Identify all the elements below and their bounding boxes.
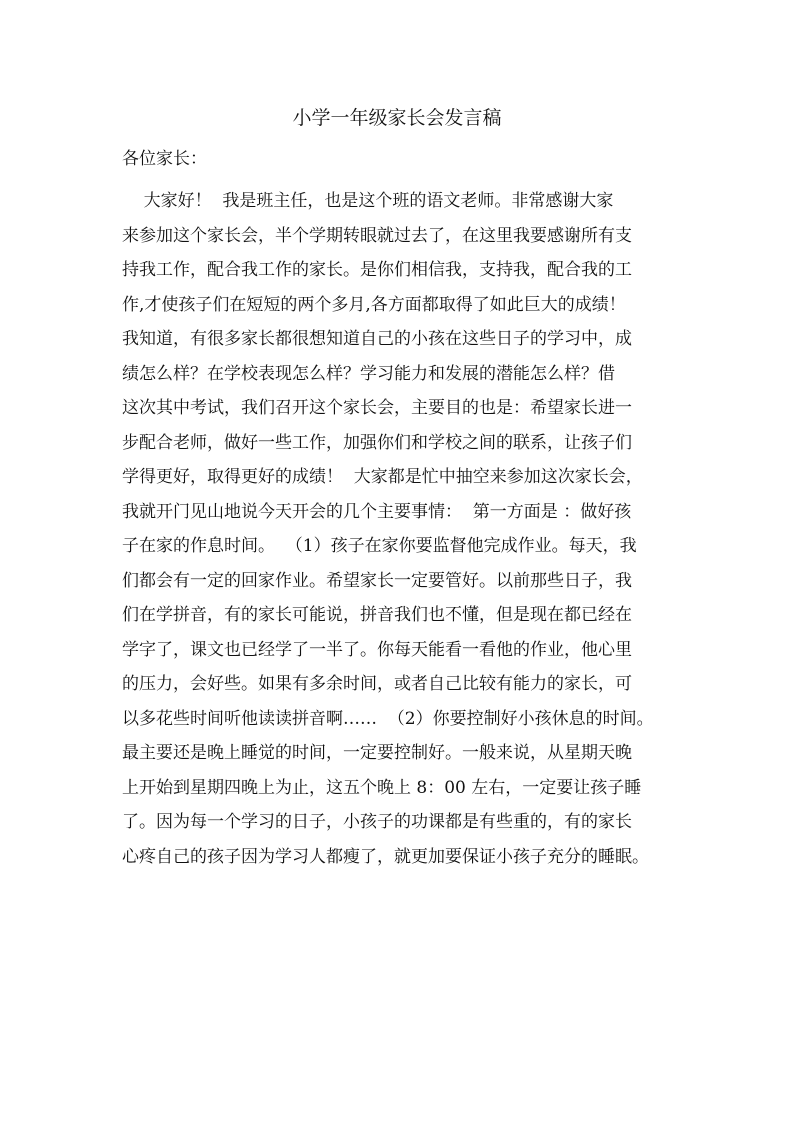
document-title: 小学一年级家长会发言稿: [292, 107, 502, 129]
text-line: 来参加这个家长会，半个学期转眼就过去了，在这里我要感谢所有支: [122, 225, 632, 246]
text-line: 以多花些时间听他读读拼音啊…… （2）你要控制好小孩休息的时间。: [122, 708, 654, 729]
text-line: 心疼自己的孩子因为学习人都瘦了，就更加要保证小孩子充分的睡眠。: [122, 846, 649, 867]
text-line: 最主要还是晚上睡觉的时间，一定要控制好。一般来说，从星期天晚: [122, 743, 632, 763]
text-line: 步配合老师，做好一些工作，加强你们和学校之间的联系，让孩子们: [122, 432, 632, 453]
text-line: 学得更好，取得更好的成绩！ 大家都是忙中抽空来参加这次家长会，: [122, 467, 643, 487]
text-line: 作,才使孩子们在短短的两个多月,各方面都取得了如此巨大的成绩！: [122, 294, 626, 315]
text-line: 持我工作，配合我工作的家长。是你们相信我，支持我，配合我的工: [122, 260, 632, 280]
text-line: 这次其中考试，我们召开这个家长会，主要目的也是：希望家长进一: [122, 398, 632, 418]
greeting: 各位家长：: [122, 149, 207, 169]
text-line: 我知道，有很多家长都很想知道自己的小孩在这些日子的学习中，成: [122, 329, 632, 349]
text-line: 学字了，课文也已经学了一半了。你每天能看一看他的作业，他心里: [122, 639, 632, 660]
text-line: 子在家的作息时间。 （1）孩子在家你要监督他完成作业。每天，我: [122, 536, 637, 556]
body-text: [122, 187, 682, 877]
text-line: 们都会有一定的回家作业。希望家长一定要管好。以前那些日子，我: [122, 570, 632, 591]
text-line: 的压力，会好些。如果有多余时间，或者自己比较有能力的家长，可: [122, 674, 632, 694]
text-line: 了。因为每一个学习的日子，小孩子的功课都是有些重的，有的家长: [122, 812, 632, 832]
text-line: 我就开门见山地说今天开会的几个主要事情： 第一方面是 ：做好孩: [122, 501, 632, 522]
text-line: 们在学拼音，有的家长可能说，拼音我们也不懂，但是现在都已经在: [122, 605, 632, 625]
text-line: 大家好！ 我是班主任，也是这个班的语文老师。非常感谢大家: [122, 191, 614, 211]
text-line: 上开始到星期四晚上为止，这五个晚上 8：00 左右，一定要让孩子睡: [122, 777, 642, 798]
text-line: 绩怎么样？在学校表现怎么样？学习能力和发展的潜能怎么样？借: [122, 363, 615, 384]
